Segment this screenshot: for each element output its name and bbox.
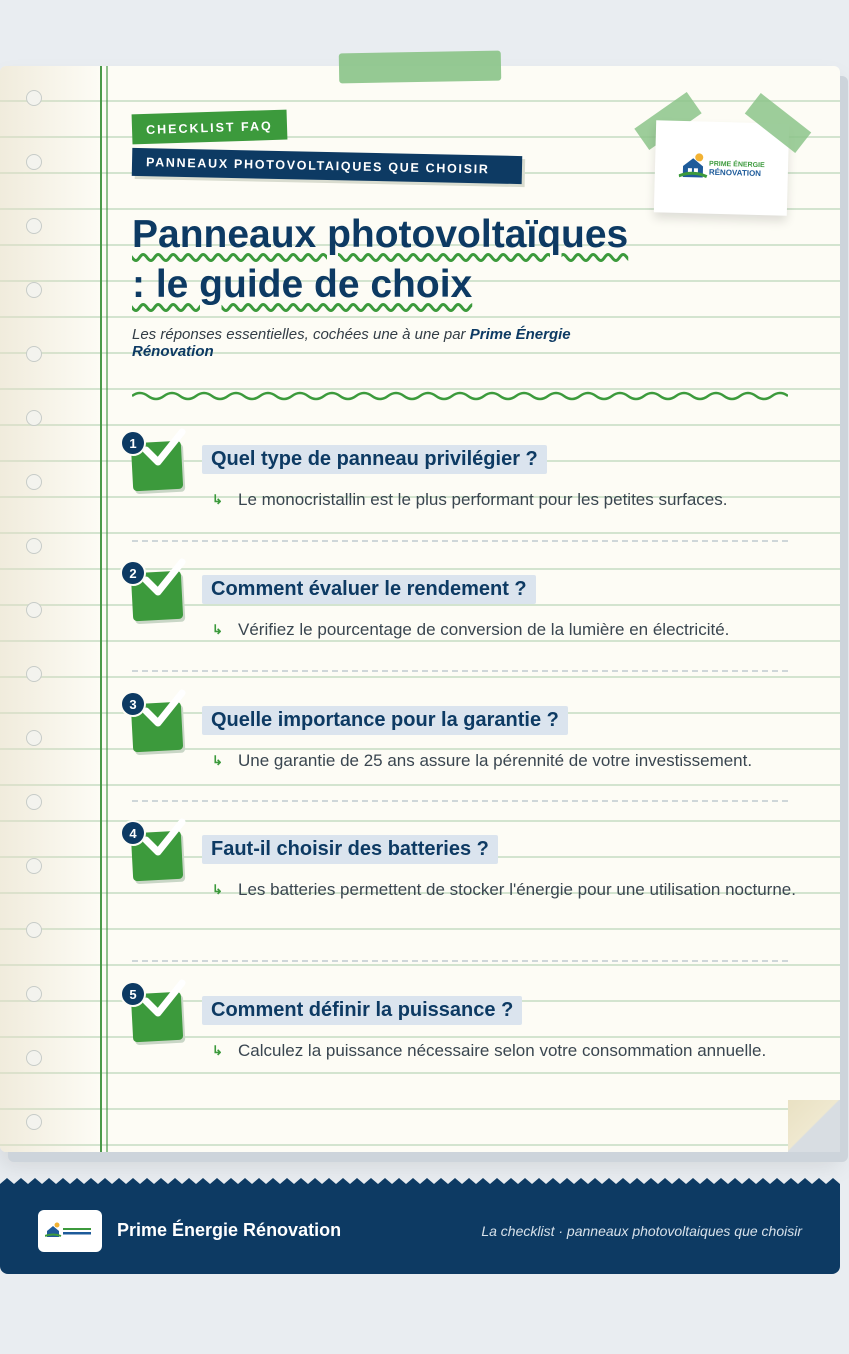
binder-hole xyxy=(26,218,42,234)
footer-brand: Prime Énergie Rénovation xyxy=(117,1220,342,1240)
faq-number: 1 xyxy=(120,430,146,456)
category-badge: CHECKLIST FAQ xyxy=(132,110,288,145)
arrow-right-icon: ↳ xyxy=(212,882,223,897)
binder-hole xyxy=(26,986,42,1002)
binder-hole xyxy=(26,794,42,810)
binder-hole xyxy=(26,922,42,938)
footer-logo xyxy=(38,1210,102,1252)
arrow-right-icon: ↳ xyxy=(212,753,223,768)
binder-hole xyxy=(26,1050,42,1066)
faq-number: 4 xyxy=(120,820,146,846)
page-title xyxy=(132,210,632,310)
page-curl xyxy=(788,1100,840,1152)
logo-line2: RÉNOVATION xyxy=(708,167,761,179)
binder-hole xyxy=(26,602,42,618)
house-logo-icon xyxy=(45,1221,95,1241)
binder-hole xyxy=(26,858,42,874)
arrow-right-icon: ↳ xyxy=(212,492,223,507)
binder-hole xyxy=(26,346,42,362)
logo-line1: PRIME ÉNERGIE xyxy=(708,160,765,170)
footer xyxy=(0,1190,840,1274)
footer-tagline: La checklist · panneaux photovoltaiques que choisir xyxy=(481,1223,802,1239)
faq-answer: Calculez la puissance nécessaire selon votre consommation annuelle. xyxy=(238,1041,767,1060)
subtitle xyxy=(132,326,612,360)
faq-answer: Vérifiez le pourcentage de conversion de la lumière en électricité. xyxy=(238,620,730,639)
dashed-divider xyxy=(132,540,788,542)
wave-divider xyxy=(132,388,788,404)
subtitle-text: Les réponses essentielles, cochées une à une par xyxy=(132,326,466,343)
topic-badge: PANNEAUX PHOTOVOLTAIQUES QUE CHOISIR xyxy=(132,148,523,184)
faq-item xyxy=(120,560,810,660)
binder-hole xyxy=(26,538,42,554)
faq-question: Quelle importance pour la garantie ? xyxy=(202,706,568,735)
faq-number: 3 xyxy=(120,691,146,717)
binder-hole xyxy=(26,410,42,426)
binder-hole xyxy=(26,730,42,746)
binder-hole xyxy=(26,90,42,106)
faq-answer: Les batteries permettent de stocker l'énergie pour une utilisation nocturne. xyxy=(238,880,796,899)
tape-strip xyxy=(339,51,501,84)
margin-line xyxy=(100,66,102,1152)
faq-answer: Le monocristallin est le plus performant pour les petites surfaces. xyxy=(238,490,728,509)
binder-hole xyxy=(26,154,42,170)
binder-hole xyxy=(26,282,42,298)
faq-question: Comment évaluer le rendement ? xyxy=(202,575,536,604)
house-logo-icon xyxy=(678,150,765,186)
faq-question: Faut-il choisir des batteries ? xyxy=(202,835,498,864)
brand-logo-card xyxy=(654,120,789,215)
arrow-right-icon: ↳ xyxy=(212,622,223,637)
dashed-divider xyxy=(132,670,788,672)
subtitle-brand: Prime Énergie Rénovation xyxy=(132,326,571,360)
paper-shade xyxy=(0,66,100,1152)
faq-question: Comment définir la puissance ? xyxy=(202,996,522,1025)
binder-hole xyxy=(26,1114,42,1130)
faq-number: 2 xyxy=(120,560,146,586)
margin-line-secondary xyxy=(106,66,108,1152)
dashed-divider xyxy=(132,800,788,802)
faq-answer: Une garantie de 25 ans assure la pérennité de votre investissement. xyxy=(238,751,753,770)
faq-number: 5 xyxy=(120,981,146,1007)
title-line-1: Panneaux photovoltaïques xyxy=(132,213,629,256)
faq-item xyxy=(120,430,810,530)
faq-item xyxy=(120,981,810,1081)
dashed-divider xyxy=(132,960,788,962)
faq-item xyxy=(120,820,810,950)
faq-item xyxy=(120,691,810,791)
arrow-right-icon: ↳ xyxy=(212,1043,223,1058)
binder-hole xyxy=(26,666,42,682)
binder-hole xyxy=(26,474,42,490)
faq-question: Quel type de panneau privilégier ? xyxy=(202,445,547,474)
title-line-2: : le guide de choix xyxy=(132,263,473,306)
